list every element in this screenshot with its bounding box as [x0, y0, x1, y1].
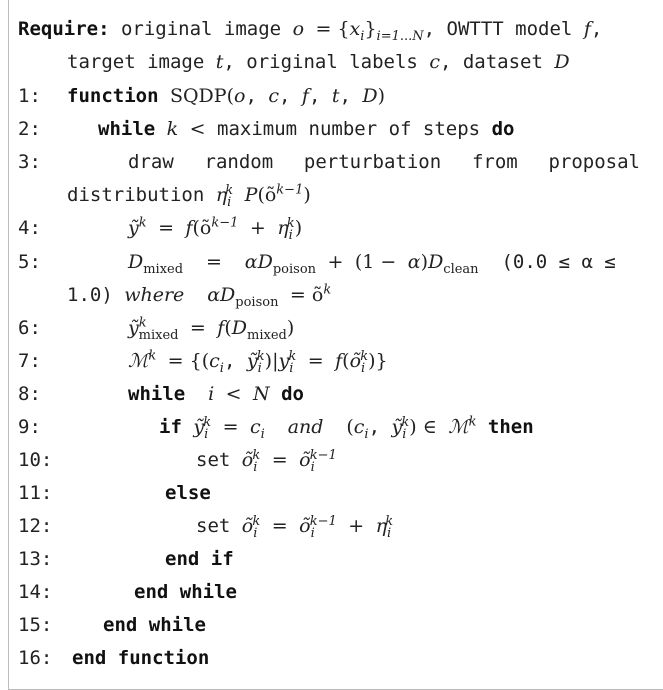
line-number: 5:	[18, 251, 41, 273]
if-keyword: if	[159, 416, 182, 438]
line-number: 9:	[18, 416, 41, 438]
algo-line-12: 12: set $õ_i^k$ = $õ_i^{k-1} + \eta_i^k$	[18, 513, 394, 541]
while-keyword: while	[98, 118, 156, 140]
line-number: 16:	[18, 647, 53, 669]
end-while-keyword: end while	[134, 581, 237, 603]
line-number: 10:	[18, 449, 53, 471]
then-keyword: then	[487, 416, 534, 438]
distribution-text: distribution	[67, 184, 205, 206]
algo-line-6: 6: ỹ$^k_{mixed}$ = $f(D_{mixed})$	[18, 315, 295, 343]
algo-line-9: 9: if ỹ$_i^k$ = $c_i$ and ($c_i$, ỹ$_i^k$) ∈ ℳ$^k$ then	[18, 414, 534, 442]
line-number: 4:	[18, 217, 41, 239]
line-number: 15:	[18, 614, 53, 636]
owttt-text: OWTTT model	[446, 18, 573, 40]
algo-line-3: 3: draw random perturbation from proposal	[18, 151, 640, 173]
algo-line-10: 10: set $õ_i^k$ = $õ_i^{k-1}$	[18, 447, 337, 475]
while-keyword: while	[128, 383, 186, 405]
line-number: 3:	[18, 151, 41, 173]
range-start: (0.0 ≤ α ≤	[501, 251, 616, 273]
line-number: 12:	[18, 515, 53, 537]
algo-line-16	[18, 645, 209, 671]
where-keyword: where	[124, 284, 185, 306]
require-line-2: target image t, original labels c, dataset D	[67, 51, 570, 73]
range-end: 1.0)	[67, 284, 113, 306]
line-number: 6:	[18, 317, 41, 339]
function-name: SQDP	[169, 85, 227, 107]
end-function-keyword: end function	[72, 647, 210, 669]
and-keyword: and	[287, 416, 324, 438]
line-number: 7:	[18, 350, 41, 372]
require-line-1: Require: original image $o = \{x_i\}_{i=1...N}$, OWTTT model f,	[18, 18, 603, 44]
end-if-keyword: end if	[165, 548, 234, 570]
original-labels-text: original labels	[246, 51, 418, 73]
algo-line-2: 2: while k < maximum number of steps do	[18, 118, 515, 140]
algo-line-3-cont: distribution $\eta_i^k$ $P(õ^{k-1})$	[67, 182, 311, 210]
algo-line-7: 7: ℳ$^k$ = {($c_i$, $ỹ_i^k)|y_i^k$ = $f(õ_i^k)$}	[18, 348, 388, 376]
do-keyword: do	[281, 383, 304, 405]
line-number: 14:	[18, 581, 53, 603]
max-steps-text: maximum number of steps	[217, 118, 481, 140]
line-number: 13:	[18, 548, 53, 570]
algo-line-11	[18, 480, 211, 506]
line-number: 2:	[18, 118, 41, 140]
line-number: 1:	[18, 85, 41, 107]
algo-line-5: 5: $D_{mixed} = \alpha D_{poison} + (1 - \alpha)D_{clean}$ (0.0 ≤ α ≤	[18, 251, 616, 277]
else-keyword: else	[165, 482, 211, 504]
function-keyword: function	[67, 85, 159, 107]
algo-line-5-cont: 1.0) where $\alpha D_{poison}$ = $õ^k$	[67, 282, 332, 310]
require-keyword: Require:	[18, 18, 110, 40]
algo-line-15	[18, 612, 206, 638]
do-keyword: do	[491, 118, 515, 140]
original-image-text: original image	[120, 18, 282, 40]
algo-line-14	[18, 579, 237, 605]
set-keyword: set	[196, 449, 231, 471]
end-while-keyword: end while	[103, 614, 206, 636]
set-keyword: set	[196, 515, 231, 537]
target-image-text: target image	[67, 51, 205, 73]
dataset-text: dataset	[462, 51, 543, 73]
algo-line-13	[18, 546, 234, 572]
algo-line-8: 8: while i < N do	[18, 383, 304, 405]
algo-line-4: 4: ỹ$^k$ = $f(õ^{k-1} + \eta_i^k)$	[18, 215, 303, 243]
algo-line-1: 1: function SQDP(o, c, f, t, D)	[18, 85, 386, 107]
line-number: 8:	[18, 383, 41, 405]
line-number: 11:	[18, 482, 53, 504]
